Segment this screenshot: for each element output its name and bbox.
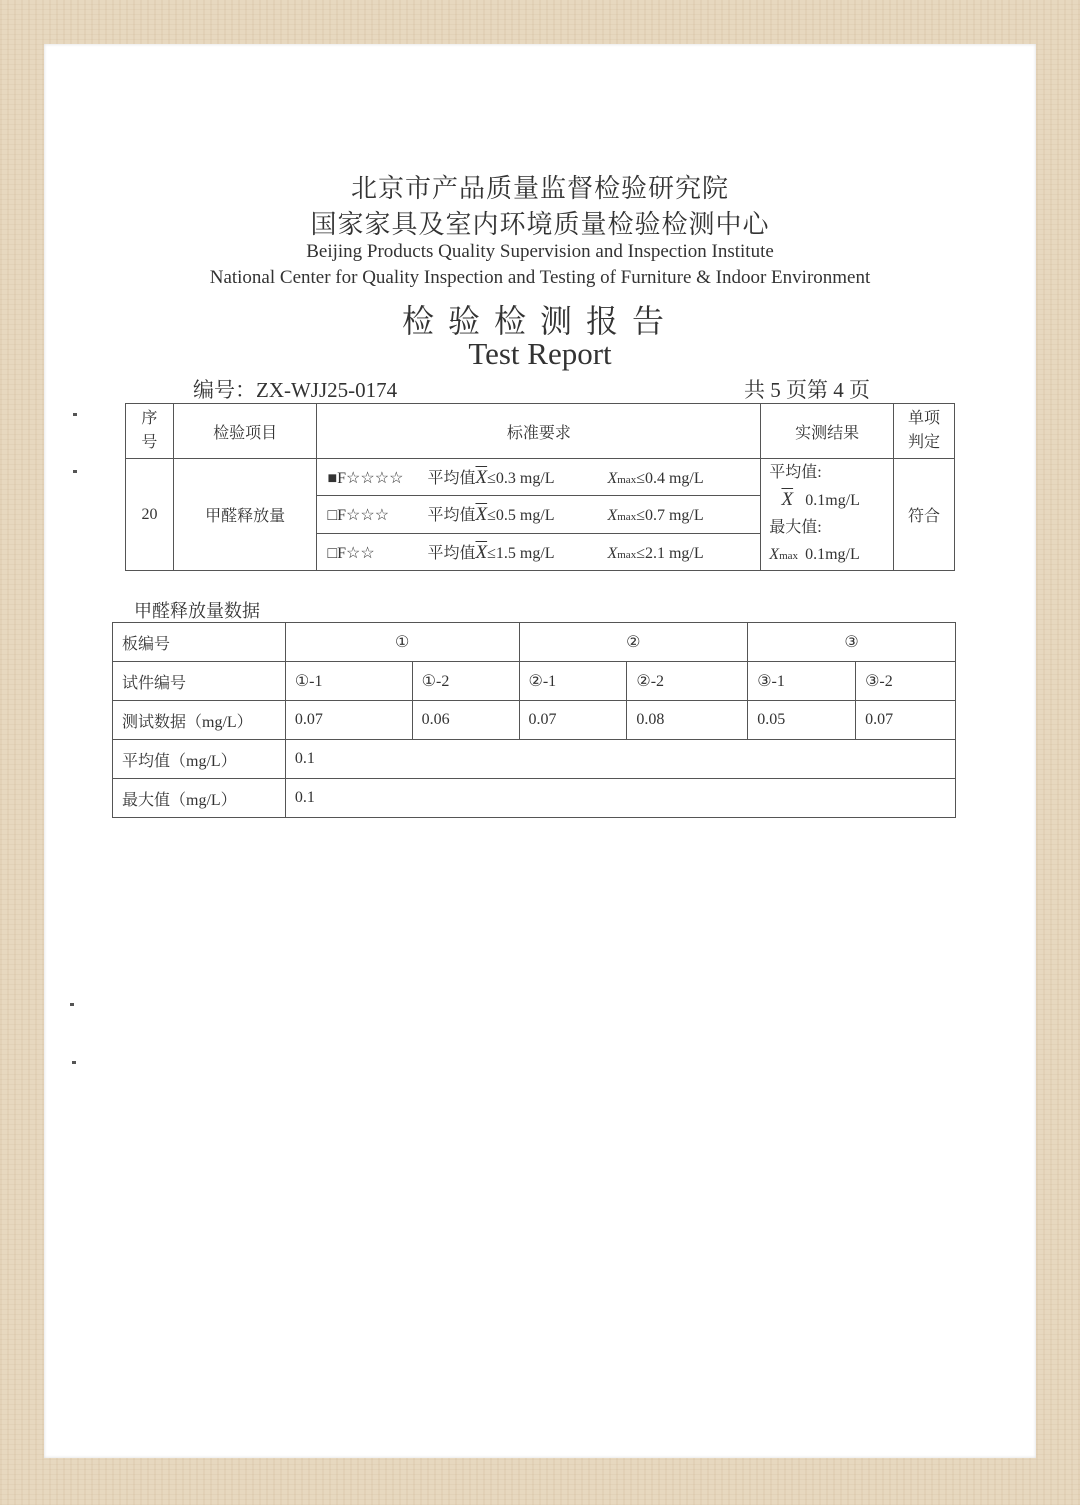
- row-label-maximum: 最大值（mg/L）: [113, 779, 286, 818]
- table-row: [126, 459, 955, 496]
- maximum-value: 0.1: [285, 779, 955, 818]
- test-value: 0.05: [748, 701, 856, 740]
- grade-checkbox: ■F☆☆☆☆: [327, 470, 404, 488]
- center-name-en: National Center for Quality Inspection and Testing of Furniture & Indoor Environment: [209, 267, 871, 288]
- table-header-row: [126, 404, 955, 459]
- report-title-cn: 检验检测报告: [401, 302, 678, 340]
- report-title-en: Test Report: [468, 336, 612, 371]
- scan-speck: [72, 1061, 76, 1064]
- grade-checkbox: □F☆☆: [327, 544, 375, 562]
- report-number: 编号：ZX-WJJ25-0174: [193, 378, 398, 402]
- test-value: 0.06: [412, 701, 519, 740]
- mean-symbol: $\overline{X}$: [475, 504, 488, 526]
- standard-line: ■F☆☆☆☆ 平均值$\overline{X}\le 0.3$ mg/L Xmax≤0.4 mg/L: [317, 459, 761, 496]
- test-value: 0.08: [627, 701, 748, 740]
- test-value: 0.07: [285, 701, 412, 740]
- board-1: ①: [285, 623, 519, 662]
- standard-line: □F☆☆☆ 平均值$\overline{X}\le 0.5$ mg/L Xmax≤0.7 mg/L: [317, 496, 761, 533]
- header-judgement: 单项判定: [894, 404, 955, 459]
- row-label-specimen: 试件编号: [113, 662, 286, 701]
- board-row: [113, 623, 956, 662]
- header-result: 实测结果: [761, 404, 894, 459]
- specimen-id: ①-2: [412, 662, 519, 701]
- test-data-row: [113, 701, 956, 740]
- row-seq: 20: [126, 459, 174, 571]
- mean-symbol: $\overline{X}$: [475, 467, 488, 489]
- scan-speck: [73, 413, 77, 416]
- inspection-table: [125, 403, 955, 571]
- page-info: 共 5 页第 4 页: [744, 378, 870, 402]
- row-label-average: 平均值（mg/L）: [113, 740, 286, 779]
- header-item: 检验项目: [173, 404, 317, 459]
- specimen-id: ①-1: [285, 662, 412, 701]
- row-item: 甲醛释放量: [173, 459, 317, 571]
- result-cell: 平均值: $\overline{X}$ 0.1mg/L 最大值: Xmax 0.1mg/L: [761, 459, 894, 571]
- mean-symbol: $\overline{X}$: [781, 489, 794, 510]
- org-name-cn: 北京市产品质量监督检验研究院: [350, 174, 729, 204]
- scan-speck: [70, 1003, 74, 1006]
- judgement-cell: 符合: [894, 459, 955, 571]
- test-value: 0.07: [856, 701, 956, 740]
- scan-speck: [73, 470, 77, 473]
- data-section-title: 甲醛释放量数据: [134, 601, 260, 622]
- formaldehyde-data-table: [112, 622, 956, 818]
- specimen-id: ②-1: [519, 662, 627, 701]
- board-2: ②: [519, 623, 748, 662]
- grade-checkbox: □F☆☆☆: [327, 507, 390, 525]
- mean-symbol: $\overline{X}$: [475, 541, 488, 563]
- specimen-id: ③-2: [856, 662, 956, 701]
- standard-line: □F☆☆ 平均值$\overline{X}\le 1.5$ mg/L Xmax≤2.1 mg/L: [317, 533, 761, 570]
- org-name-en: Beijing Products Quality Supervision and Inspection Institute: [306, 241, 774, 262]
- specimen-id: ②-2: [627, 662, 748, 701]
- center-name-cn: 国家家具及室内环境质量检验检测中心: [310, 210, 770, 240]
- specimen-id: ③-1: [748, 662, 856, 701]
- row-label-test-data: 测试数据（mg/L）: [113, 701, 286, 740]
- test-value: 0.07: [519, 701, 627, 740]
- header-seq: 序号: [126, 404, 174, 459]
- header-standard: 标准要求: [317, 404, 761, 459]
- average-value: 0.1: [285, 740, 955, 779]
- specimen-row: [113, 662, 956, 701]
- row-label-board: 板编号: [113, 623, 286, 662]
- average-row: [113, 740, 956, 779]
- maximum-row: [113, 779, 956, 818]
- board-3: ③: [748, 623, 956, 662]
